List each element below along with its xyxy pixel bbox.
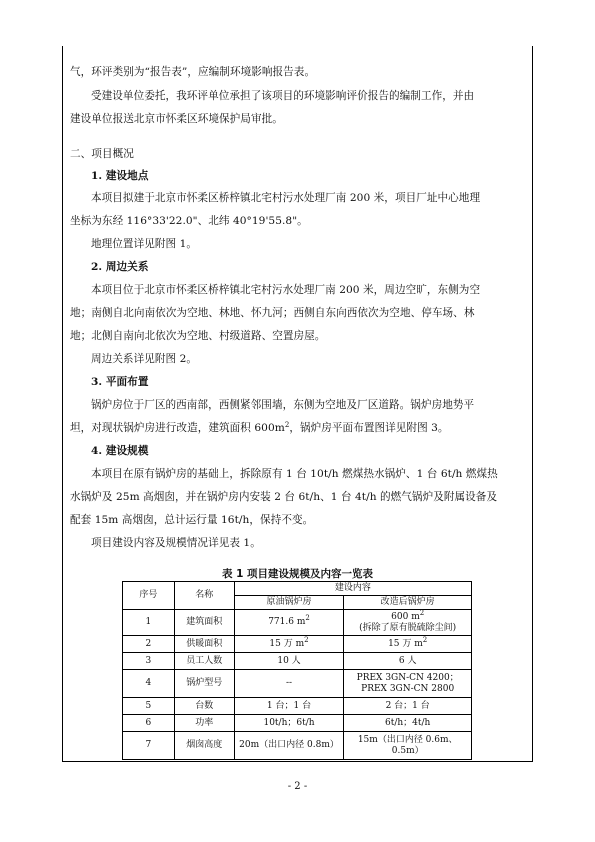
- paragraph-line: 锅炉房位于厂区的西南部，西侧紧邻围墙，东侧为空地及厂区道路。锅炉房地势平: [91, 399, 475, 411]
- cell-after: PREX 3GN-CN 4200； PREX 3GN-CN 2800: [344, 670, 472, 698]
- cell-no: 4: [123, 670, 175, 698]
- cell-after: 15 万 $m^2$: [344, 636, 472, 653]
- table-row: [123, 653, 472, 670]
- cell-no: 3: [123, 653, 175, 670]
- cell-name: 员工人数: [174, 653, 234, 670]
- subsection-heading: 4. 建设规模: [91, 445, 149, 457]
- header-group: 建设内容: [234, 582, 471, 596]
- cell-name: 建筑面积: [174, 610, 234, 636]
- cell-name: 供暖面积: [174, 636, 234, 653]
- cell-before: --: [234, 670, 344, 698]
- cell-name: 功率: [174, 715, 234, 732]
- cell-before: 20m（出口内径 0.8m）: [234, 732, 344, 760]
- cell-before: 10 人: [234, 653, 344, 670]
- cell-name: 台数: [174, 698, 234, 715]
- cell-name: 锅炉型号: [174, 670, 234, 698]
- paragraph-line: 配套 15m 高烟囱，总计运行量 16t/h，保持不变。: [70, 514, 314, 526]
- header-name: 名称: [174, 582, 234, 610]
- table-row: [123, 715, 472, 732]
- cell-no: 2: [123, 636, 175, 653]
- cell-no: 7: [123, 732, 175, 760]
- cell-after: 6t/h；4t/h: [344, 715, 472, 732]
- header-after: 改造后锅炉房: [344, 596, 472, 610]
- cell-no: 1: [123, 610, 175, 636]
- cell-no: 6: [123, 715, 175, 732]
- cell-before: 15 万 $m^2$: [234, 636, 344, 653]
- paragraph-line: 地理位置详见附图 1。: [91, 238, 198, 250]
- cell-after: 6 人: [344, 653, 472, 670]
- header-before: 原油锅炉房: [234, 596, 344, 610]
- paragraph-line: 本项目拟建于北京市怀柔区桥梓镇北宅村污水处理厂南 200 米，项目厂址中心地理: [91, 192, 481, 204]
- table-caption: 表 1 项目建设规模及内容一览表: [221, 568, 374, 580]
- cell-after: 15m（出口内径 0.6m、 0.5m）: [344, 732, 472, 760]
- cell-after: 2 台；1 台: [344, 698, 472, 715]
- subsection-heading: 3. 平面布置: [91, 376, 149, 388]
- paragraph-line: 地；南侧自北向南依次为空地、林地、怀九河；西侧自东向西依次为空地、停车场、林: [70, 307, 475, 319]
- section-heading: 二、项目概况: [70, 148, 134, 160]
- cell-no: 5: [123, 698, 175, 715]
- paragraph-line: 坐标为东经 116°33'22.0"、北纬 40°19'55.8"。: [70, 215, 308, 227]
- paragraph-line: 本项目位于北京市怀柔区桥梓镇北宅村污水处理厂南 200 米，周边空旷，东侧为空: [91, 284, 481, 296]
- header-no: 序号: [123, 582, 175, 610]
- paragraph-line: 地；北侧自南向北依次为空地、村级道路、空置房屋。: [70, 330, 326, 342]
- paragraph-line: 本项目在原有锅炉房的基础上，拆除原有 1 台 10t/h 燃煤热水锅炉、1 台 6t/h 燃煤热: [91, 468, 498, 480]
- cell-before: 1 台；1 台: [234, 698, 344, 715]
- paragraph-line: 水锅炉及 25m 高烟囱，并在锅炉房内安装 2 台 6t/h、1 台 4t/h 的燃气锅炉及附属设备及: [70, 491, 498, 503]
- paragraph-line: 受建设单位委托，我环评单位承担了该项目的环境影响评价报告的编制工作，并由: [91, 90, 475, 102]
- page-number: - 2 -: [287, 781, 308, 792]
- cell-before: 10t/h；6t/h: [234, 715, 344, 732]
- subsection-heading: 1. 建设地点: [91, 170, 149, 182]
- subsection-heading: 2. 周边关系: [91, 261, 149, 273]
- paragraph-line: 坦，对现状锅炉房进行改造，建筑面积 $600m^2$，锅炉房平面布置图详见附图 3。: [70, 421, 449, 434]
- paragraph-line: 周边关系详见附图 2。: [91, 353, 198, 365]
- paragraph-line: 建设单位报送北京市怀柔区环境保护局审批。: [70, 113, 283, 125]
- project-scale-table: [122, 581, 472, 760]
- cell-name: 烟囱高度: [174, 732, 234, 760]
- cell-after: 600 $m^2$ (拆除了原有脱硫除尘间): [344, 610, 472, 636]
- table-row: [123, 670, 472, 698]
- paragraph-line: 项目建设内容及规模情况详见表 1。: [91, 537, 261, 549]
- cell-before: 771.6 $m^2$: [234, 610, 344, 636]
- table-row: [123, 636, 472, 653]
- table-row: [123, 610, 472, 636]
- table-row: [123, 732, 472, 760]
- table-row: [123, 698, 472, 715]
- paragraph-line: 气，环评类别为“报告表”，应编制环境影响报告表。: [70, 66, 316, 78]
- table-header-row: [123, 582, 472, 596]
